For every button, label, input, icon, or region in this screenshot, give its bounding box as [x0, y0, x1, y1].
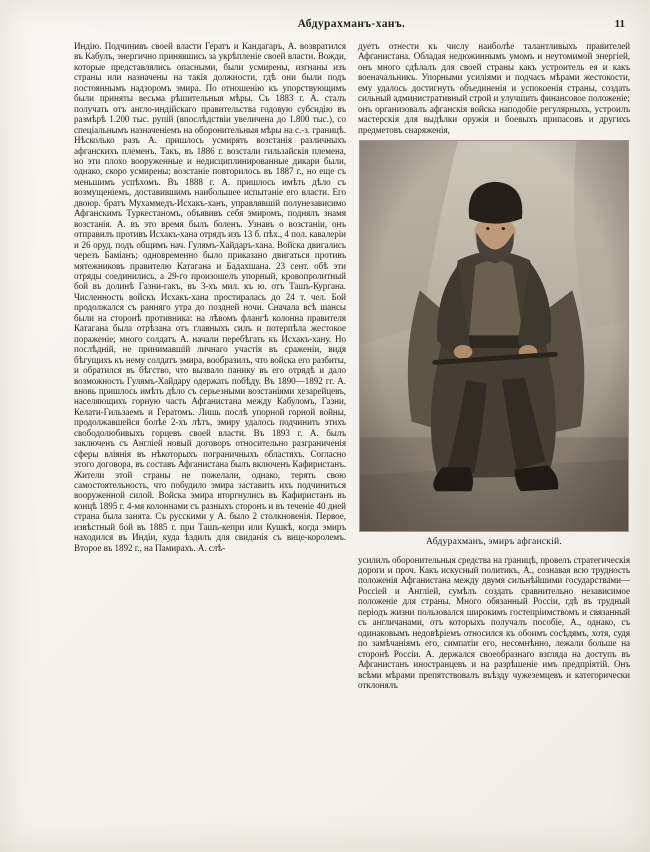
right-column-text-top: дуетъ отнести къ числу наиболѣе талантливыхъ правителей Афганистана. Обладая недюжиннымъ умомъ и неутомимой энергіей, онъ много сдѣлалъ для своей страны какъ устроитель ея и какъ военачальникъ. Упорными усиліями и подчасъ мѣрами жестокости, ему удалось достигнуть объединенія и успокоенія страны, создать сильный административный строй и улучшить финансовое положеніе; онъ организовалъ афганскія войска наподобіе регулярныхъ, устроилъ мастерскія для выдѣлки оружія и боевыхъ припасовъ и другихъ предметовъ снаряженія, — [358, 41, 630, 135]
right-column-text-bottom: усилилъ оборонительныя средства на границѣ, провелъ стратегическія дороги и проч. Какъ искусный политикъ, А., сознавая всю трудность положенія Афганистана между двумя сильнѣйшими государствами—Россіей и Англіей, сумѣлъ создать сравнительно независимое положеніе для страны. Много обязанный Россіи, гдѣ въ трудный періодъ жизни пользовался широкимъ гостепріимствомъ и связанный съ англичанами, отъ которыхъ получалъ пособіе, А., однако, съ одинаковымъ недовѣріемъ относился къ обоимъ сосѣдямъ, хотя, судя по замѣчаніямъ его, симпатіи его, несомнѣнно, лежали больше на сторонѣ Россіи. А. держался своеобразнаго взгляда на доступъ въ Афганистанъ иностранцевъ и на разрѣшеніе имъ предпріятій. Онъ всѣми мѣрами препятствовалъ въѣзду чужеземцевъ и категорически отклонялъ — [358, 554, 630, 690]
portrait-figure — [359, 140, 629, 547]
page-number: 11 — [614, 18, 625, 30]
portrait-caption: Абдурахманъ, эмиръ афганскій. — [426, 536, 562, 548]
running-title: Абдурахманъ-ханъ. — [297, 18, 406, 30]
right-column — [358, 41, 630, 847]
portrait-illustration — [360, 141, 628, 531]
left-column-text: Индію. Подчинивъ своей власти Гератъ и Кандагаръ, А. возвратился въ Кабулъ, энергично принявшись за укрѣпленіе своей власти. Вожди, которые представлялись опасными, были усмирены, изгнаны изъ страны или назначены на такія должности, гдѣ они были подъ постояннымъ надзоромъ эмира. По отношенію къ упорствующимъ были приняты весьма рѣшительныя мѣры. Съ 1883 г. А. сталъ получать отъ англо-индійскаго правительства годовую субсидію въ размѣрѣ 1.200 тыс. рупій (впослѣдствіи увеличена до 1.800 тыс.), со спеціальнымъ назначеніемъ на оборонительныя мѣры на с.-з. границѣ. Нѣсколько разъ А. пришлось усмирять возстанія различныхъ афганскихъ племенъ. Такъ, въ 1886 г. возстали гильзайскія племена, но эти плохо вооруженные и недисциплинированные дикари были, однако, скоро усмирены; возстаніе повторилось въ 1887 г., но еще съ меньшимъ успѣхомъ. Въ 1888 г. А. пришлось имѣть дѣло съ возмущеніемъ, доставившимъ наибольшее испытаніе его власти. Его двоюр. братъ Мухаммедъ-Исхакъ-ханъ, управлявшій полунезависимо Афганскимъ Туркестаномъ, объявивъ себя эмиромъ, поднялъ знамя возстанія. А. въ это время былъ боленъ. Узнавъ о возстаніи, онъ отправилъ противъ Исхакъ-хана отрядъ изъ 13 б. пѣх., 4 пол. кавалеріи и 26 оруд. подъ общимъ нач. Гулямъ-Хайдаръ-хана. Войска двигались черезъ Баміанъ; одновременно было приказано двигаться противъ мятежниковъ правителю Катагана и Бадахшана. 23 сент. обѣ эти отряды соединились, а 29-го произошелъ упорный, кровопролитный бой въ долинѣ Газни-гакъ, въ 3-хъ мил. къ ю. отъ Ташъ-Кургана. Численность войскъ Исхакъ-хана простиралась до 24 т. чел. Бой продолжался съ ранняго утра до поздней ночи. Сначала всѣ шансы были на сторонѣ противника: на лѣвомъ флангѣ колонна правителя Катагана была отрѣзана отъ главныхъ силъ и потерпѣла жестокое пораженіе; много солдатъ А. начали перебѣгать къ Исхакъ-хану. Но послѣдній, не принимавшій личнаго участія въ сраженіи, видя бѣгущихъ къ нему солдатъ эмира, вообразилъ, что войска его разбиты, и обратился въ бѣгство, что вызвало панику въ его отрядѣ и дало возможность Гулямъ-Хайдару одержать побѣду. Въ 1890—1892 гг. А. вновь пришлось имѣть дѣло съ серьезными возстаніями хезарейцевъ, населяющихъ горную часть Афганистана между Кабуломъ, Газни, Келати-Гильзаемъ и Гератомъ. Лишь послѣ упорной горной войны, продолжавшейся болѣе 2-хъ лѣтъ, эмиру удалось подчинить этихъ свободолюбивыхъ горцевъ своей власти. Въ 1893 г. А. былъ заключенъ съ Англіей новый договоръ относительно разграниченія сферы вліянія въ нѣкоторыхъ пограничныхъ областяхъ. Согласно этого договора, въ составъ Афганистана былъ включенъ Кафиристанъ. Жители этой страны не пожелали, однако, терять свою самостоятельность, что побудило эмира заставить ихъ подчиниться вооруженной силой. Войска эмира вторгнулись въ Кафиристанъ въ концѣ 1895 г. 4-мя колоннами съ разныхъ сторонъ и въ теченіе 40 дней страна была занята. Съ русскими у А. было 2 столкновенія. Первое, извѣстный бой въ 1885 г. при Ташъ-кепри или Кушкѣ, когда эмиръ находился въ Индіи, куда ѣздилъ для свиданія съ вице-королемъ. Второе въ 1892 г., на Памирахъ. А. слѣ- — [74, 41, 346, 553]
portrait-photo — [359, 140, 629, 532]
page-header — [74, 18, 629, 36]
text-columns — [74, 41, 629, 847]
